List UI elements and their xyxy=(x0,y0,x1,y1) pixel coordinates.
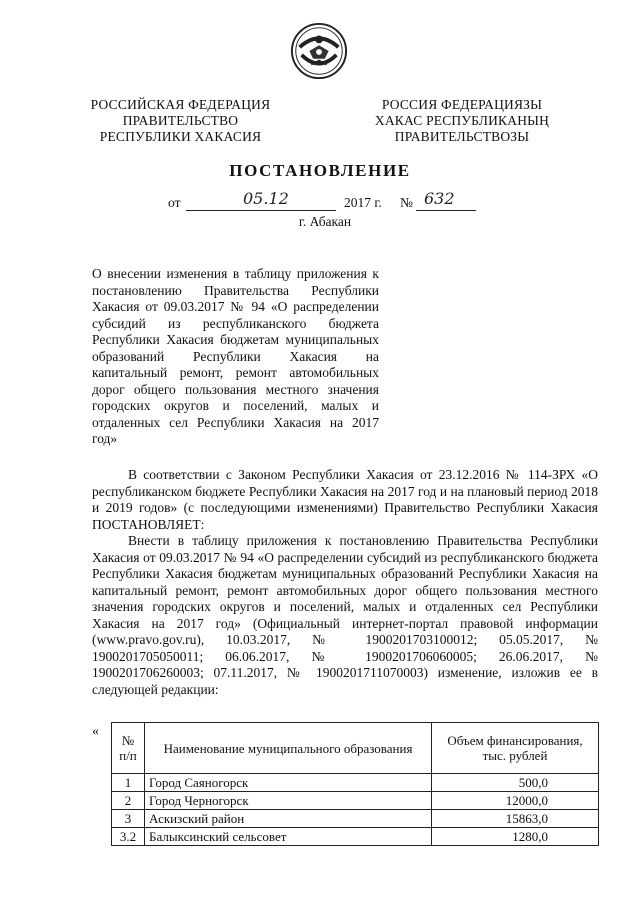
header-line: РОССИЯ ФЕДЕРАЦИЯЗЫ xyxy=(381,97,543,112)
subject-paragraph: О внесении изменения в таблицу приложения к постановлению Правительства Республики Хакасия от 09.03.2017 № 94 «О распределении субсидий из республиканского бюджета Республики Хакасия бюджетам муниципальных образований Республики Хакасия на капитальный ремонт, ремонт автомобильных дорог общего пользования местного значения городских округов и поселений, малых и отдаленных сел Республики Хакасия на 2017 год» xyxy=(92,266,379,446)
row-amount: 15863,0 xyxy=(432,810,599,828)
date-number-line xyxy=(168,189,488,214)
coat-of-arms-icon xyxy=(290,22,348,80)
row-name: Город Черногорск xyxy=(145,792,432,810)
col-header-number: № п/п xyxy=(112,723,145,774)
issuer-header-khakas xyxy=(372,97,552,145)
body-paragraph: В соответствии с Законом Республики Хакасия от 23.12.2016 № 114-ЗРХ «О республиканском бюджете Республики Хакасия на 2017 год и на плановый период 2018 и 2019 годов» (с последующими изменениями) Правительство Республики Хакасия ПОСТАНОВЛЯЕТ: xyxy=(92,467,598,532)
document-title: ПОСТАНОВЛЕНИЕ xyxy=(229,161,411,180)
row-amount: 12000,0 xyxy=(432,792,599,810)
opening-quote: « xyxy=(92,724,99,739)
row-number: 3 xyxy=(112,810,145,828)
table-row xyxy=(112,774,599,792)
col-header-name: Наименование муниципального образования xyxy=(145,723,432,774)
table-header-row xyxy=(112,723,599,774)
row-number: 2 xyxy=(112,792,145,810)
city-line: г. Абакан xyxy=(298,214,352,229)
header-line: ПРАВИТЕЛЬСТВО xyxy=(122,113,239,128)
body-paragraph: Внести в таблицу приложения к постановлению Правительства Республики Хакасия от 09.03.2017 № 94 «О распределении субсидий из республиканского бюджета Республики Хакасия бюджетам муниципальных образований Республики Хакасия на капитальный ремонт, ремонт автомобильных дорог общего пользования местного значения городских округов и поселений, малых и отдаленных сел Республики Хакасия на 2017 год» (Официальный интернет-портал правовой информации (www.pravo.gov.ru), 10.03.2017, № 1900201703100012; 05.05.2017, № 1900201705050011; 06.06.2017, № 1900201706060005; 26.06.2017, № 1900201706260003; 07.11.2017, № 1900201711070003) изменение, изложив ее в следующей редакции: xyxy=(92,533,598,697)
row-amount: 500,0 xyxy=(432,774,599,792)
row-name: Аскизский район xyxy=(145,810,432,828)
header-line: РОССИЙСКАЯ ФЕДЕРАЦИЯ xyxy=(90,97,271,112)
handwritten-date: 05.12 xyxy=(243,189,289,208)
municipalities-table xyxy=(111,722,599,846)
document-body xyxy=(92,467,598,698)
row-name: Город Саяногорск xyxy=(145,774,432,792)
row-number: 3.2 xyxy=(112,828,145,846)
from-label: от xyxy=(168,195,181,210)
row-amount: 1280,0 xyxy=(432,828,599,846)
row-number: 1 xyxy=(112,774,145,792)
row-name: Балыксинский сельсовет xyxy=(145,828,432,846)
number-label: № xyxy=(400,195,413,210)
table-row xyxy=(112,792,599,810)
header-line: ХАКАС РЕСПУБЛИКАНЫҢ xyxy=(374,113,550,128)
table-row xyxy=(112,828,599,846)
handwritten-number: 632 xyxy=(424,189,455,208)
col-header-amount: Объем финансирования, тыс. рублей xyxy=(432,723,599,774)
year-label: 2017 г. xyxy=(344,195,382,210)
header-line: ПРАВИТЕЛЬСТВОЗЫ xyxy=(394,129,530,144)
issuer-header-russian xyxy=(88,97,273,145)
table-row xyxy=(112,810,599,828)
header-line: РЕСПУБЛИКИ ХАКАСИЯ xyxy=(99,129,262,144)
